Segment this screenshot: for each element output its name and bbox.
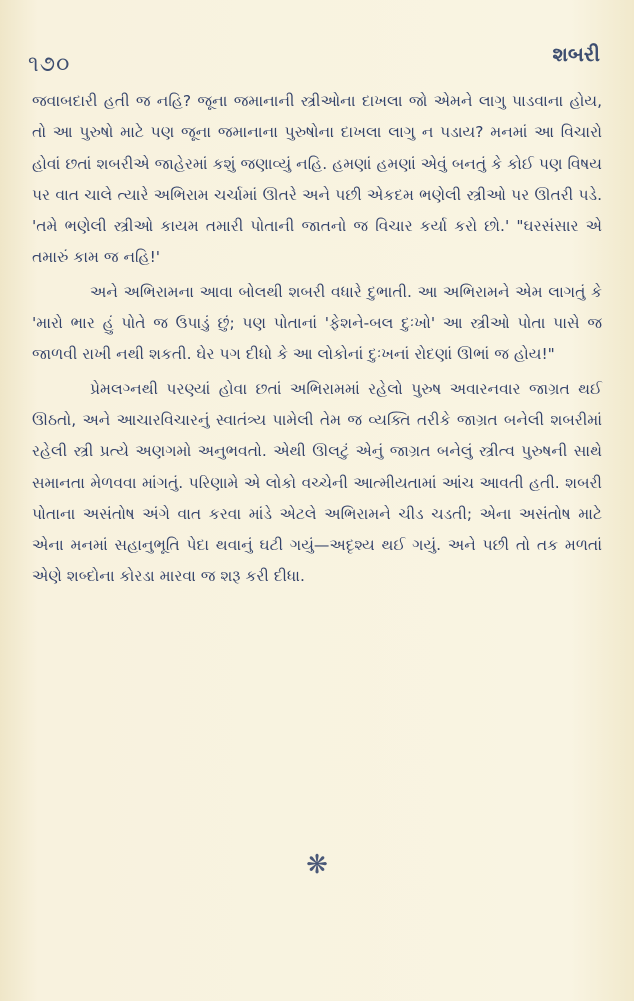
running-title: શબરી <box>552 42 600 66</box>
paragraph-1: જવાબદારી હતી જ નહિ? જૂના જમાનાની સ્ત્રીઓના દાખલા જો એમને લાગુ પાડવાના હોય, તો આ પુરુષો માટે પણ જૂના જમાનાના પુરુષોના દાખલા લાગુ ન પડાય? મનમાં આ વિચારો હોવાં છતાં શબરીએ જાહેરમાં કશું જણાવ્યું નહિ. હમણાં હમણાં એવું બનતું કે કોઈ પણ વિષય પર વાત ચાલે ત્યારે અભિરામ ચર્ચામાં ઊતરે અને પછી એકદમ ભણેલી સ્ત્રીઓ પર ઊતરી પડે. 'તમે ભણેલી સ્ત્રીઓ કાયમ તમારી પોતાની જાતનો જ વિચાર કર્યા કરો છો.' "ઘરસંસાર એ તમારું કામ જ નહિ!' <box>32 92 602 267</box>
body-text <box>32 86 602 593</box>
paragraph-2: અને અભિરામના આવા બોલથી શબરી વધારે દુભાતી. આ અભિરામને એમ લાગતું કે 'મારો ભાર હું પોતે જ ઉપાડું છું; પણ પોતાનાં 'ફેશને-બલ દુઃખો' આ સ્ત્રીઓ પોતા પાસે જ જાળવી રાખી નથી શકતી. ઘેર પગ દીધો કે આ લોકોનાં દુઃખનાં રોદણાં ઊભાં જ હોય!" <box>32 282 602 364</box>
page-number: ૧૭૦ <box>28 52 71 77</box>
paragraph-3: પ્રેમલગ્નથી પરણ્યાં હોવા છતાં અભિરામમાં રહેલો પુરુષ અવારનવાર જાગ્રત થઈ ઊઠતો, અને આચારવિચારનું સ્વાતંત્ર્ય પામેલી તેમ જ વ્યક્તિ તરીકે જાગ્રત બનેલી શબરીમાં રહેલી સ્ત્રી પ્રત્યે અણગમો અનુભવતો. એથી ઊલટું એનું જાગ્રત બનેલું સ્ત્રીત્વ પુરુષની સાથે સમાનતા મેળવવા માંગતું. પરિણામે એ લોકો વચ્ચેની આત્મીયતામાં આંચ આવતી હતી. શબરી પોતાના અસંતોષ અંગે વાત કરવા માંડે એટલે અભિરામને ચીડ ચડતી; એના અસંતોષ માટે એના મનમાં સહાનુભૂતિ પેદા થવાનું ઘટી ગયું—અદૃશ્ય થઈ ગયું. અને પછી તો તક મળતાં એણે શબ્દોના કોરડા મારવા જ શરૂ કરી દીધા. <box>32 379 602 586</box>
section-ornament-icon: ❋ <box>306 850 328 880</box>
